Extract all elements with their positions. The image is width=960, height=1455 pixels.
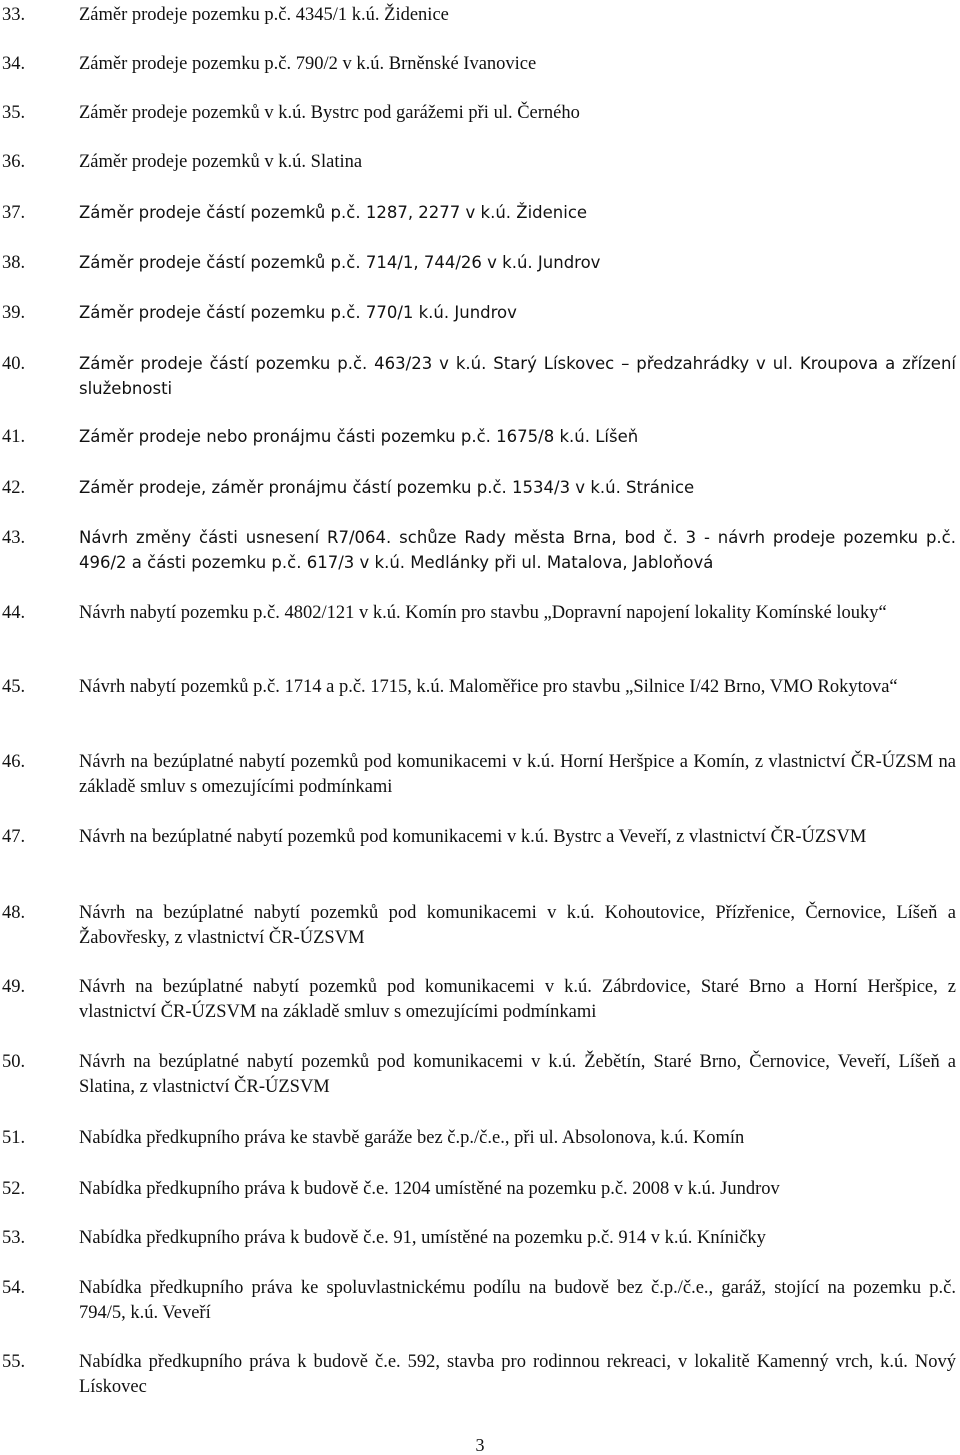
item-text: Záměr prodeje částí pozemků p.č. 714/1, 744/26 v k.ú. Jundrov: [79, 253, 601, 272]
item-text: Záměr prodeje pozemků v k.ú. Slatina: [79, 152, 363, 172]
item-number: 37.: [2, 203, 26, 223]
item-number: 33.: [2, 5, 26, 25]
item-number: 38.: [2, 253, 26, 273]
item-number: 46.: [2, 752, 26, 772]
item-number: 36.: [2, 152, 26, 172]
item-number: 51.: [2, 1128, 26, 1148]
item-text: Záměr prodeje částí pozemku p.č. 463/23 v k.ú. Starý Lískovec – předzahrádky v ul. Kroupova a zřízení služebnosti: [79, 354, 956, 398]
item-text: Záměr prodeje nebo pronájmu části pozemku p.č. 1675/8 k.ú. Líšeň: [79, 427, 639, 446]
item-text: Návrh nabytí pozemků p.č. 1714 a p.č. 1715, k.ú. Maloměřice pro stavbu „Silnice I/42 Brno, VMO Rokytova“: [79, 677, 898, 697]
item-text: Záměr prodeje pozemků v k.ú. Bystrc pod garážemi při ul. Černého: [79, 103, 580, 123]
item-text: Návrh na bezúplatné nabytí pozemků pod komunikacemi v k.ú. Žebětín, Staré Brno, Černovice, Veveří, Líšeň a Slatina, z vlastnictví ČR-ÚZSVM: [79, 1052, 956, 1097]
item-text: Nabídka předkupního práva k budově č.e. 592, stavba pro rodinnou rekreaci, v lokalitě Kamenný vrch, k.ú. Nový Lískovec: [79, 1352, 956, 1397]
item-text: Nabídka předkupního práva k budově č.e. 91, umístěné na pozemku p.č. 914 v k.ú. Kníničky: [79, 1228, 766, 1248]
page-number: 3: [475, 1435, 485, 1455]
item-text: Nabídka předkupního práva ke spoluvlastnickému podílu na budově bez č.p./č.e., garáž, stojící na pozemku p.č. 794/5, k.ú. Veveří: [79, 1278, 956, 1323]
item-number: 45.: [2, 677, 26, 697]
item-number: 35.: [2, 103, 26, 123]
item-text: Návrh nabytí pozemku p.č. 4802/121 v k.ú. Komín pro stavbu „Dopravní napojení lokality Komínské louky“: [79, 603, 887, 623]
item-text: Záměr prodeje pozemku p.č. 790/2 v k.ú. Brněnské Ivanovice: [79, 54, 537, 74]
item-text: Návrh na bezúplatné nabytí pozemků pod komunikacemi v k.ú. Bystrc a Veveří, z vlastnictví ČR-ÚZSVM: [79, 827, 867, 847]
item-number: 43.: [2, 528, 26, 548]
item-text: Záměr prodeje pozemku p.č. 4345/1 k.ú. Židenice: [79, 5, 449, 25]
item-number: 47.: [2, 827, 26, 847]
item-number: 49.: [2, 977, 26, 997]
item-text: Nabídka předkupního práva ke stavbě garáže bez č.p./č.e., při ul. Absolonova, k.ú. Komín: [79, 1128, 745, 1148]
item-number: 50.: [2, 1052, 26, 1072]
item-number: 34.: [2, 54, 26, 74]
item-text: Návrh na bezúplatné nabytí pozemků pod komunikacemi v k.ú. Zábrdovice, Staré Brno a Horní Heršpice, z vlastnictví ČR-ÚZSVM na základě smluv s omezujícími podmínkami: [79, 977, 956, 1022]
item-number: 54.: [2, 1278, 26, 1298]
item-number: 55.: [2, 1352, 26, 1372]
item-number: 53.: [2, 1228, 26, 1248]
item-number: 44.: [2, 603, 26, 623]
item-number: 40.: [2, 354, 26, 374]
item-text: Návrh změny části usnesení R7/064. schůze Rady města Brna, bod č. 3 - návrh prodeje pozemku p.č. 496/2 a části pozemku p.č. 617/3 v k.ú. Medlánky při ul. Matalova, Jabloňová: [79, 528, 956, 572]
item-number: 42.: [2, 478, 26, 498]
item-text: Návrh na bezúplatné nabytí pozemků pod komunikacemi v k.ú. Kohoutovice, Přízřenice, Černovice, Líšeň a Žabovřesky, z vlastnictví ČR-ÚZSVM: [79, 903, 956, 948]
item-text: Záměr prodeje částí pozemků p.č. 1287, 2277 v k.ú. Židenice: [79, 203, 588, 222]
item-number: 39.: [2, 303, 26, 323]
item-text: Nabídka předkupního práva k budově č.e. 1204 umístěné na pozemku p.č. 2008 v k.ú. Jundrov: [79, 1179, 780, 1199]
item-number: 48.: [2, 903, 26, 923]
item-text: Návrh na bezúplatné nabytí pozemků pod komunikacemi v k.ú. Horní Heršpice a Komín, z vlastnictví ČR-ÚZSM na základě smluv s omezujícími podmínkami: [79, 752, 956, 797]
item-text: Záměr prodeje, záměr pronájmu částí pozemku p.č. 1534/3 v k.ú. Stránice: [79, 478, 695, 497]
item-number: 41.: [2, 427, 26, 447]
item-number: 52.: [2, 1179, 26, 1199]
item-text: Záměr prodeje částí pozemku p.č. 770/1 k.ú. Jundrov: [79, 303, 517, 322]
